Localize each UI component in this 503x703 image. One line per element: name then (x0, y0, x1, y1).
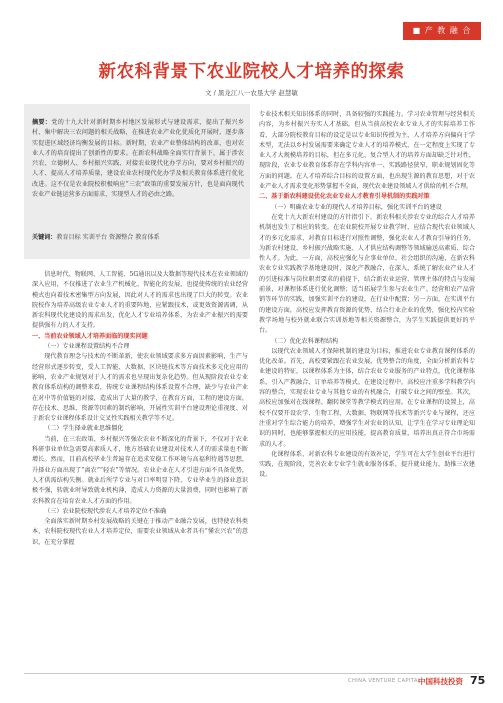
subsection-3-heading: （三）农业院校现代涉农人才培养定位不准确 (44, 507, 167, 515)
article-title: 新农科背景下农业院校人才培养的探索 (98, 62, 405, 82)
right-paragraph-1: 专业技术相关知识体系的同时，具备较强的实践能力。学习农业管理与经营相关内容，为乡村振兴夯实人才基础。但从当前高校农业专业人才的实际培养工作看，大部分院校教育目标的设定是以专业知识传授为主，人才培养方向偏向于学术型，无法以乡村发展需要来确定专业人才的培养模式，在一定程度上实现了专业人才大规模培养的目标，但在多元化、复合型人才的培养方面却缺乏针对性，现阶段，农业专业教育体系存在学科内容单一、实践路径狭窄，职业规划固化等方面的问题。在人才培养综合目标的设置方面，也出现生源的教育思想，对于农业产业人才需求变化形势掌握不全面，现代农业建设领域人才供给的机不合理。 (259, 111, 475, 191)
section-2-sub-1-heading: （一）明确农业专业的现代人才培养目标，强化实训平台的建设 (271, 203, 442, 211)
intro-paragraph: 信息时代、物联网、人工智能、5G通讯以及大数据等现代技术在农业领域的深入应用，不仅推进了农业生产机械化、智能化的发展，也提使传统的农业经营模式也向着技术密集型方向发展，因此对人才的需求也出现了巨大的转变。农业院校作为培养高级农业专业人才的重要阵地，应紧跟技术，或更效资源需调，从新农科现代化建设的需求出发，优化人才专业培养体系，为农业产业振兴的需要提供强有力的人才支持。 (32, 271, 248, 330)
section-1-heading: 一、当前农业领域人才培养面临的现实问题 (32, 332, 148, 340)
left-column (32, 270, 248, 548)
subsection-2-heading: （二）学生择业就业思维僵化 (44, 425, 124, 433)
subsection-3-text: 全面落实新时期乡村发展战略的关键在于推动产业融合发展，也特使农科类本，农科院校现代农业人才培养定位，需要农业领域从业者具有“懂农兴农”的意识，在充分掌握 (32, 518, 248, 546)
page-number: 75 (470, 674, 486, 687)
article-author: 文 / 黑龙江八一农垦大学 赵慧敏 (205, 89, 298, 97)
abstract (32, 118, 244, 200)
keywords (32, 233, 244, 243)
abstract-label: 摘要： (32, 119, 52, 126)
section-2-heading: 二、基于新农科建设优化农业专业人才教育引导机制的实践对策 (259, 193, 430, 201)
abstract-text: 党的十九大针对新时期乡村地区发展形式与建设需求，提出了振兴乡村、集中解决三农问题的相关战略，在推进农业产业化优质化开展时，逐步落实促进区域经济均衡发展的目标。新时期，农业产业整体结构的改革，也对农业人才的培育提出了创新性的要求。在新农科战略全面实行背景下，属于涉农兴农、立德树人、乡村振兴实践、对接农业现代化办学方向，要对乡村振兴的人才、提高人才培养质量，建设农业农村现代化办学及相关教育体系进行优化改进。这不仅是农业院校积极响应“三农”政策的重要发展方针，也是面向现代农业产业链运营多方面需求，实现型人才的必由之路。 (32, 119, 245, 199)
keywords-label: 关键词： (32, 234, 57, 241)
right-column (259, 110, 475, 481)
keywords-text: 教育目标 实训平台 资源整合 教育体系 (56, 234, 160, 241)
subsection-2-text: 当前，在三农政策、乡村振兴等强农农业不断深化的背景下，不仅对于农业科研事业单位急需要高素质人才，地方基础农业建设对技术人才的需求量也不断增长。然而，目前高校毕业生普遍存在追求安稳工作环境与高福利待遇等思想，升择业方面出现了“离农”“轻农”等情况。农业企业在人才引进方面不具备优势，人才供需结构失衡。就业后所学专业与对口率明显下降，专业毕业生的择业意识极不强，转就业时导致就业机构薄，造成人力资源的大量浪费，同时也影响了新农科教育在培育农业人才方面的作用。 (32, 435, 248, 505)
section-2-sub-2-heading: （二）优化农科课程结构 (271, 337, 339, 345)
subsection-1-heading: （一）专业课程设置结构不合理 (44, 343, 130, 351)
right-final-paragraph: 化课程体系，对新农科专业建设的有效补足，学生可在大学生创业平台进行实践，在现阶段，完善农业专业学生就业服务体系，提升就业能力，助推三农建设。 (259, 450, 475, 479)
footer-divider (24, 673, 479, 674)
section-2-sub-1-text: 在党十九大新农村建设的方针指引下，新农科相关涉农专业的综合人才培养机制也发生了相应的转变。在农业院校开展专业教学时，应结合现代农业领域人才的多元化需求，对教育目标进行对照性调整，强化农业人才教育引导的任务，为新农村建设、乡村振兴战略实施、人才供应结构调整等领域输送高素质、综合性人才。为此，一方面，高校应强化与企事业单位、社会组织的沟通，在新农科农业专业实践教学基地建设时，深化产教融合，在深入、系统了解农业产业人才的引进标准与岗位职责要求的前提下，结合新农业运营、管理主体的特点与发展前景，对课程体系进行优化调整；适当拓展学生参与农业生产、经营和农产品营销等环节的实践，加强实训平台的建设，在行业中配置；另一方面，在实训平台的建设方面，高校应发挥教育资源的优势，结合行业企业的优势，强化校内实验教学场地与校外就业联合实训基地等相关资源整合，为学生实践提供更好的平台。 (259, 213, 475, 335)
footer-brand-zh: 中国科技投资 (418, 677, 463, 686)
section-2-sub-2-text: 以现代农业领域人才保障机制的建设为目标，推进农业专业教育课程体系的优化改革。首先，高校要紧跟在农业发展，优势整合的角度，全面分析新农科专业建设的特征，以课程体系为主体，结合农业专业服务的产业特点，优化课程体系，引入产教融合、订单培养等模式。在建设过程中，高校应注重多学科教学内容的整合，实现农业专业与其他专业的有机融合，打破专业之间的壁垒。其次，高校应加强对在线课程、翻转课堂等教学模式的应用。在专业课程的设置上，高校不仅要开设农学、生物工程、大数据、物联网等技术等新兴专业与课程，还应注重对学生综合能力的培养，增强学生对农业的认知，让学生在学习专业理论知识的同时，也能够掌握相关的应用技能，提高教育质量，培养出真正符合市场需求的人才。 (259, 347, 475, 448)
subsection-1-text: 现代教育理念与技术的不断革新，使农业领域要求多方面因素影响，生产与经营形式逐步转变，受人工智能、大数据、区块链技术等方面技术多元化应用的影响，农业产业规划对于人才的需求也呈现出复杂化趋势。但从现阶段农业专业教育体系结构的调整来看，传统专业课程结构体系设置不合理，缺少与农业产业在对中等价值链的对接，造成出了大量的教学，在教育方面，工程的建设方面，存在技术、思维、资源等因素的制约影响，开展性实训平台建设理论重视度、对于新农专业课程体系设计交叉性实践相关教学等不足。 (32, 353, 248, 423)
footer-brand-en: CHINA VENTURE CAPITAL (348, 678, 422, 684)
section-tag: ■ 产 教 融 合 (403, 22, 481, 40)
